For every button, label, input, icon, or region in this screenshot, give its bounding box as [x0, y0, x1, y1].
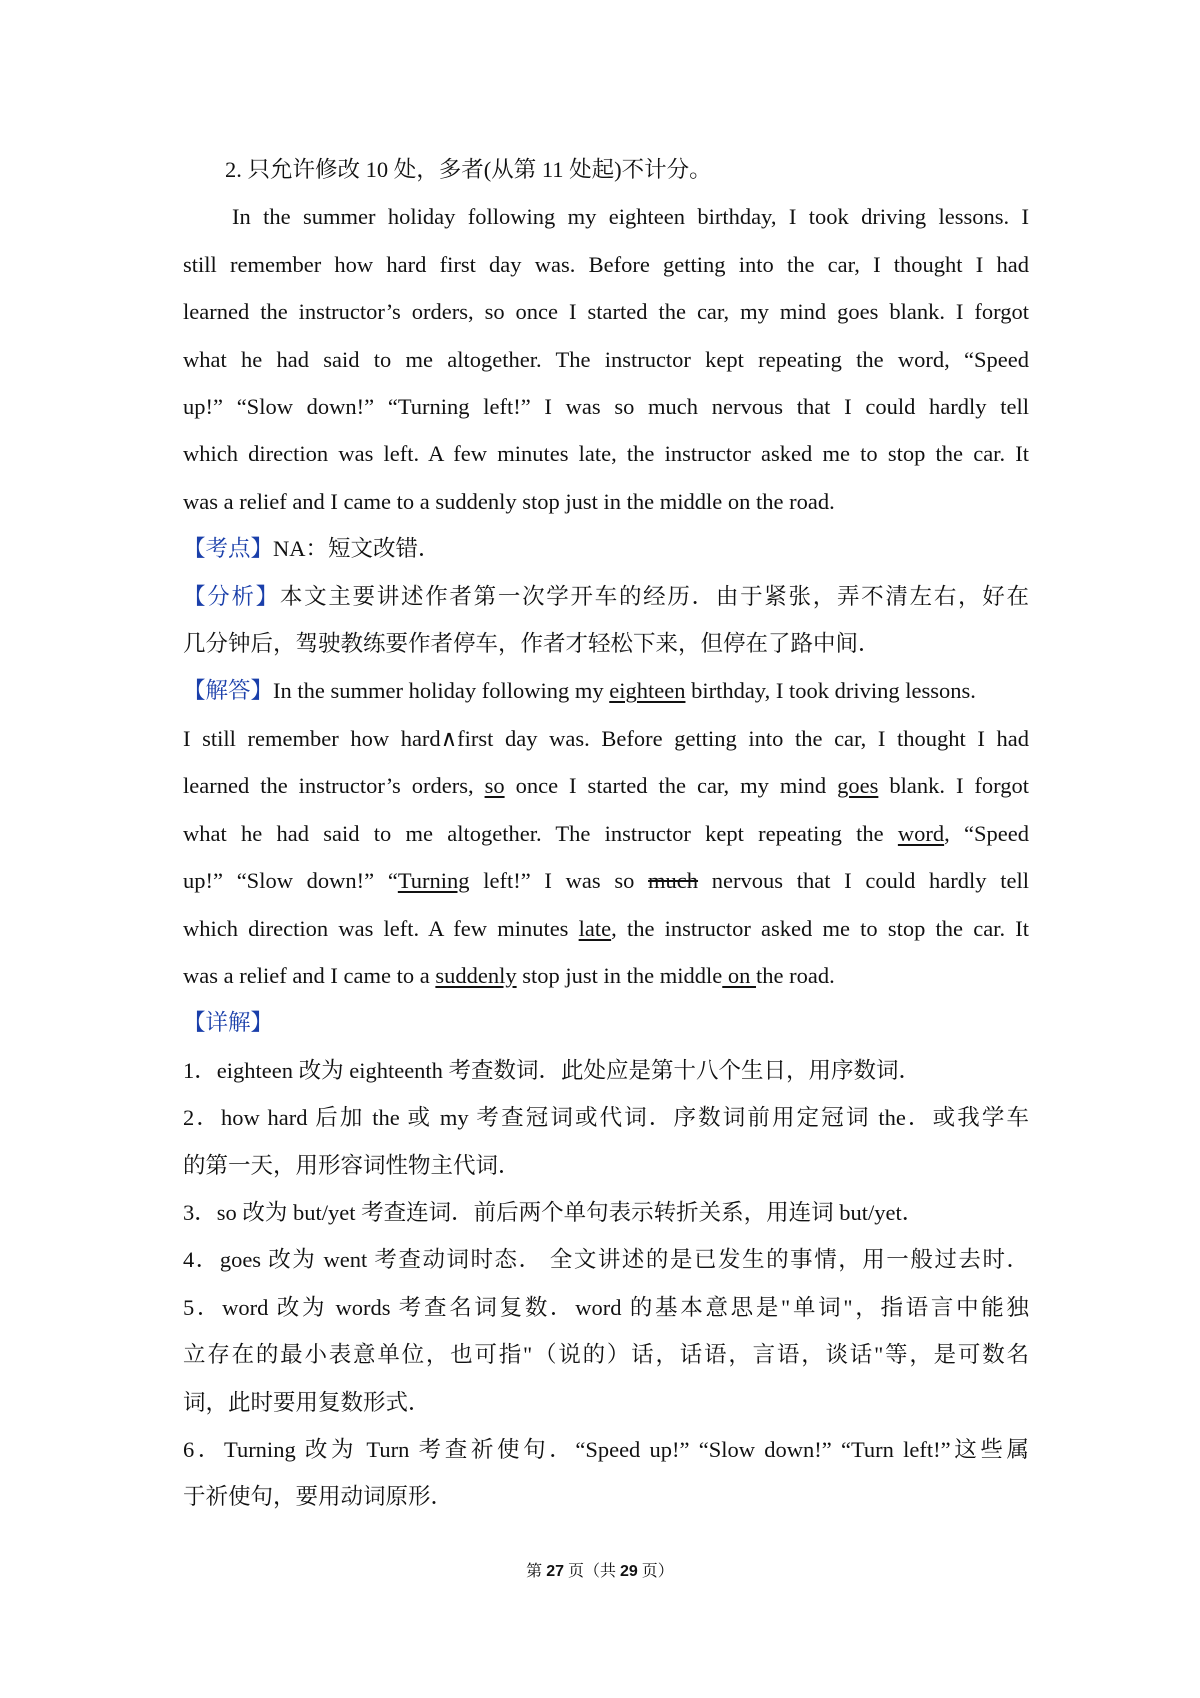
- passage-line: was a relief and I came to a suddenly stop just in the middle on the road.: [183, 488, 835, 514]
- passage-line: what he had said to me altogether. The instructor kept repeating the word, “Speed: [183, 346, 1029, 372]
- text-segment: I still remember how hard: [183, 725, 441, 751]
- correction-mark: goes: [837, 773, 879, 799]
- page-footer: [0, 1560, 1200, 1584]
- correction-mark: word: [897, 820, 945, 846]
- xiangjie-tag: 【详解】: [183, 1010, 274, 1036]
- rule-line: 2. 只允许修改 10 处，多者(从第 11 处起)不计分。: [225, 157, 712, 182]
- text-segment: blank. I forgot: [878, 773, 1030, 799]
- passage-line: learned the instructor’s orders, so once I started the car, my mind goes blank. I forgot: [183, 299, 1029, 325]
- jieda-line: [183, 667, 1029, 714]
- footer-text: 页（共: [563, 1563, 620, 1580]
- jieda-tag: 【解答】: [183, 678, 274, 704]
- passage-line: still remember how hard first day was. Before getting into the car, I thought I had: [183, 251, 1029, 277]
- original-passage: [183, 193, 1029, 525]
- fenxi-tag: 【分析】: [183, 583, 280, 609]
- jieda-line: [183, 905, 1029, 952]
- explanation-line: 立存在的最小表意单位，也可指"（说的）话，话语，言语，谈话"等，是可数名: [183, 1342, 1029, 1368]
- jieda-section: [183, 667, 1029, 999]
- text-segment: nervous that I could hardly tell: [698, 868, 1029, 894]
- footer-text: 页）: [637, 1563, 674, 1580]
- text-segment: was a relief and I came to a: [183, 962, 436, 988]
- jieda-line: [183, 857, 1029, 904]
- explanation-line: 4．goes 改为 went 考查动词时态． 全文讲述的是已发生的事情，用一般过去时．: [183, 1247, 1029, 1273]
- text-segment: first day was. Before getting into the car, I thought I had: [457, 725, 1029, 751]
- correction-mark: suddenly: [435, 962, 517, 988]
- explanation-line: 5．word 改为 words 考查名词复数．word 的基本意思是"单词"，指语言中能独: [183, 1294, 1029, 1320]
- explanation-line: 3．so 改为 but/yet 考查连词．前后两个单句表示转折关系，用连词 but/yet．: [183, 1199, 925, 1225]
- insertion-mark: ∧: [440, 725, 458, 751]
- deletion-mark: much: [648, 868, 699, 894]
- xiangjie-list: [183, 1047, 1029, 1521]
- explanation-line: 6．Turning 改为 Turn 考查祈使句．“Speed up!” “Slow down!” “Turn left!”这些属: [183, 1436, 1029, 1462]
- correction-mark: late: [578, 915, 612, 941]
- explanation-line: 的第一天，用形容词性物主代词．: [183, 1152, 521, 1178]
- text-segment: the road.: [756, 962, 835, 988]
- correction-mark: so: [484, 773, 505, 799]
- text-segment: up!” “Slow down!” “: [183, 868, 398, 894]
- explanation-line: 词，此时要用复数形式．: [183, 1389, 431, 1415]
- jieda-line: [183, 762, 1029, 809]
- correction-mark: Turning: [397, 868, 470, 894]
- correction-mark: on: [722, 962, 756, 988]
- page-total: 29: [620, 1563, 638, 1580]
- kaodian-line: [183, 525, 1029, 572]
- text-segment: , “Speed: [944, 820, 1029, 846]
- text-segment: left!” I was so: [469, 868, 649, 894]
- page-number: 27: [546, 1563, 564, 1580]
- passage-line: In the summer holiday following my eighteen birthday, I took driving lessons. I: [232, 204, 1029, 230]
- text-segment: which direction was left. A few minutes: [183, 915, 579, 941]
- text-segment: learned the instructor’s orders,: [183, 773, 485, 799]
- fenxi-line: [183, 573, 1029, 620]
- footer-text: 第: [526, 1563, 547, 1580]
- jieda-line: [183, 715, 1029, 762]
- jieda-line: [183, 810, 1029, 857]
- text-segment: stop just in the middle: [516, 962, 723, 988]
- jieda-line: [183, 952, 1029, 999]
- explanation-line: 1．eighteen 改为 eighteenth 考查数词．此处应是第十八个生日，用序数词．: [183, 1057, 922, 1083]
- text-segment: , the instructor asked me to stop the car. It: [611, 915, 1029, 941]
- kaodian-tag: 【考点】: [183, 536, 274, 562]
- text-segment: birthday, I took driving lessons.: [685, 678, 976, 704]
- text-segment: once I started the car, my mind: [504, 773, 838, 799]
- text-segment: what he had said to me altogether. The instructor kept repeating the: [183, 820, 898, 846]
- text-segment: In the summer holiday following my: [273, 678, 610, 704]
- xiangjie-line: [183, 999, 1029, 1046]
- page-content: [183, 146, 1029, 1521]
- correction-mark: eighteen: [609, 678, 686, 704]
- explanation-line: 2．how hard 后加 the 或 my 考查冠词或代词．序数词前用定冠词 the．或我学车: [183, 1105, 1029, 1131]
- fenxi-line: 几分钟后，驾驶教练要作者停车，作者才轻松下来，但停在了路中间．: [183, 631, 881, 657]
- explanation-line: 于祈使句，要用动词原形．: [183, 1484, 454, 1510]
- passage-line: which direction was left. A few minutes late, the instructor asked me to stop the car. It: [183, 441, 1029, 467]
- passage-line: up!” “Slow down!” “Turning left!” I was so much nervous that I could hardly tell: [183, 394, 1029, 420]
- kaodian-text: NA：短文改错．: [273, 536, 441, 562]
- fenxi-text: 本文主要讲述作者第一次学开车的经历．由于紧张，弄不清左右，好在: [279, 583, 1029, 609]
